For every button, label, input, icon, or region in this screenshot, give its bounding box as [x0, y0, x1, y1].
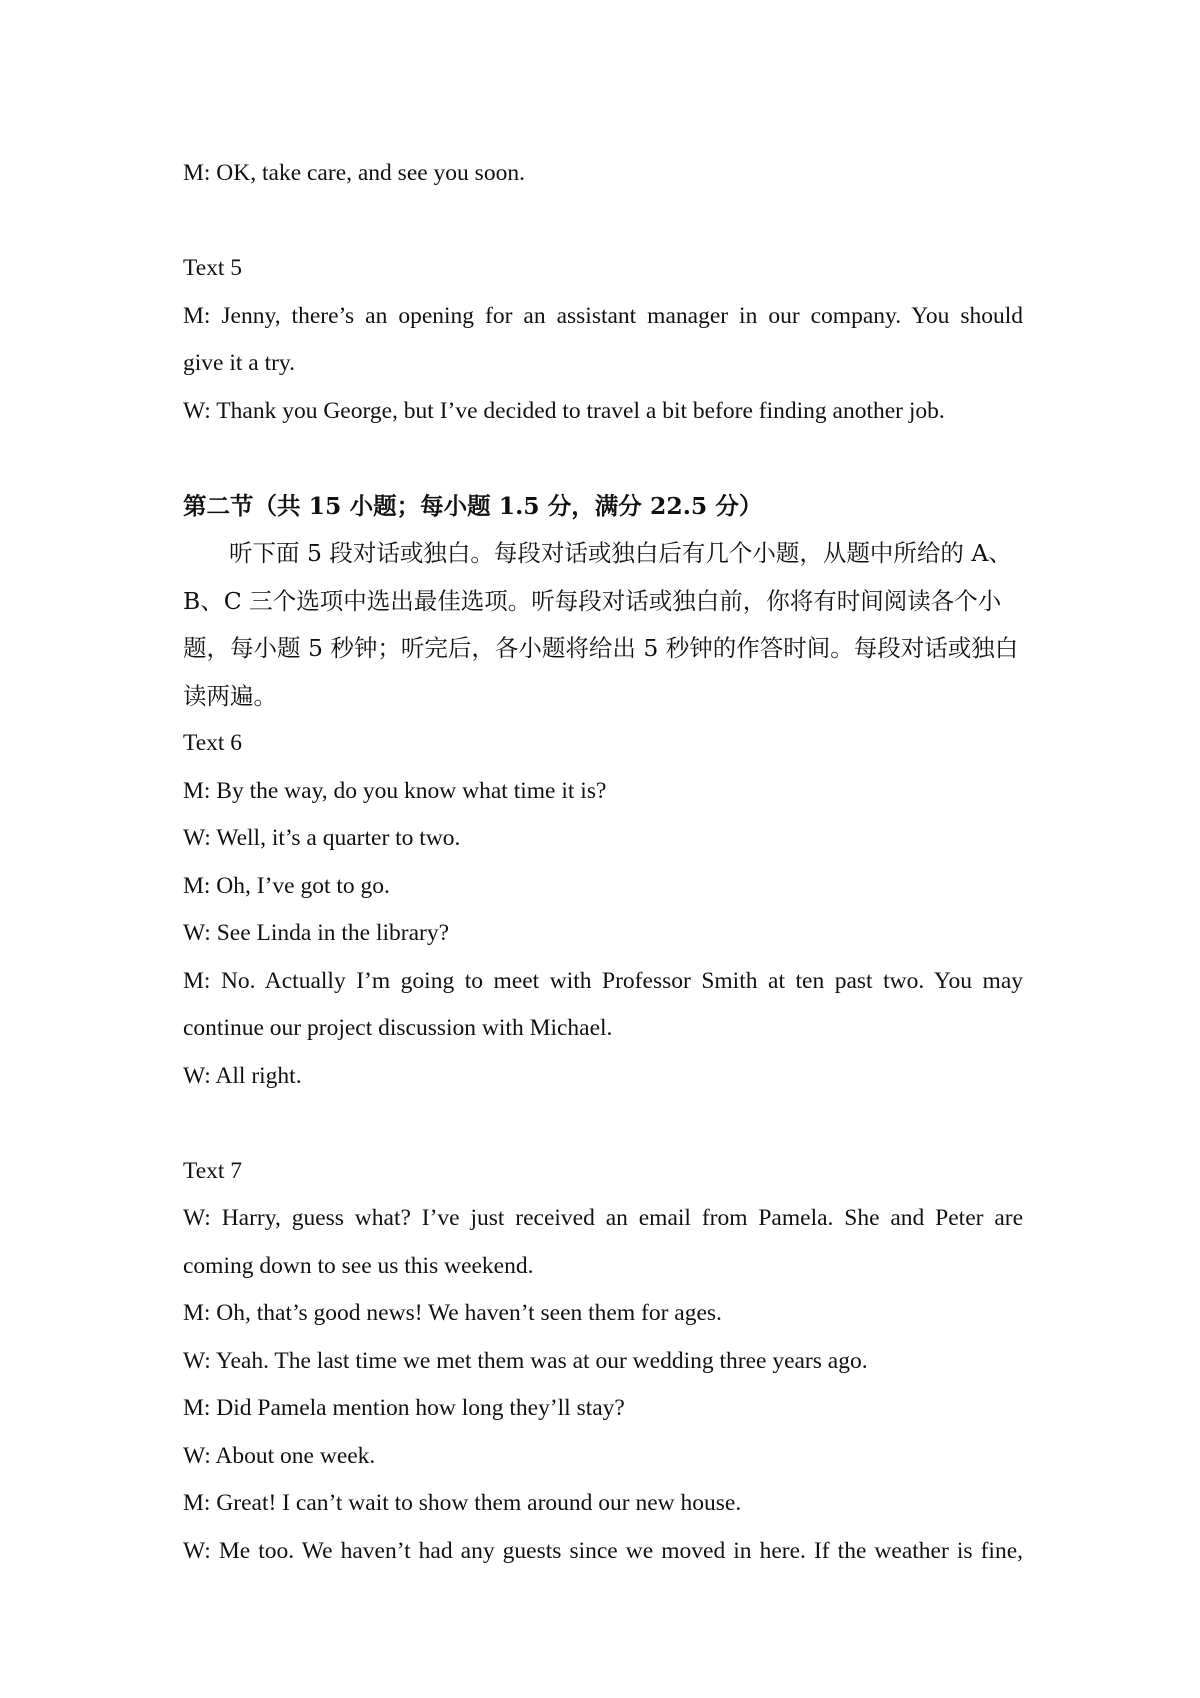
- dialogue-line: M: Did Pamela mention how long they’ll stay?: [183, 1395, 625, 1421]
- dialogue-line: continue our project discussion with Michael.: [183, 1015, 613, 1041]
- dialogue-line: W: Well, it’s a quarter to two.: [183, 825, 461, 851]
- dialogue-line: W: Me too. We haven’t had any guests since we moved in here. If the weather is fine,: [183, 1537, 1023, 1564]
- dialogue-line: W: Harry, guess what? I’ve just received an email from Pamela. She and Peter are: [183, 1205, 1023, 1231]
- dialogue-line: W: Thank you George, but I’ve decided to travel a bit before finding another job.: [183, 397, 945, 424]
- dialogue-line: W: See Linda in the library?: [183, 920, 450, 946]
- spacer: [183, 1100, 1023, 1148]
- text-7-title: Text 7: [183, 1157, 243, 1184]
- instruction-line: 读两遍。: [183, 681, 277, 710]
- dialogue-line: W: About one week.: [183, 1442, 376, 1469]
- dialogue-line: M: Great! I can’t wait to show them around our new house.: [183, 1490, 742, 1516]
- dialogue-line: W: Yeah. The last time we met them was at our wedding three years ago.: [183, 1347, 868, 1374]
- dialogue-line: M: Jenny, there’s an opening for an assistant manager in our company. You should: [183, 302, 1023, 329]
- document-body: [183, 150, 1023, 1575]
- dialogue-line: M: Oh, I’ve got to go.: [183, 872, 390, 899]
- dialogue-line: M: No. Actually I’m going to meet with Professor Smith at ten past two. You may: [183, 967, 1023, 994]
- instruction-line: 题，每小题 5 秒钟；听完后，各小题将给出 5 秒钟的作答时间。每段对话或独白: [183, 634, 1019, 662]
- dialogue-line: give it a try.: [183, 350, 296, 376]
- spacer: [183, 198, 1023, 246]
- instruction-line: 听下面 5 段对话或独白。每段对话或独白后有几个小题，从题中所给的 A、: [229, 539, 1012, 567]
- dialogue-line: M: Oh, that’s good news! We haven’t seen them for ages.: [183, 1300, 722, 1326]
- text-5-title: Text 5: [183, 255, 243, 281]
- text-6-title: Text 6: [183, 730, 243, 756]
- spacer: [183, 435, 1023, 483]
- instruction-line: B、C 三个选项中选出最佳选项。听每段对话或独白前，你将有时间阅读各个小: [183, 586, 1002, 615]
- dialogue-line: M: By the way, do you know what time it is?: [183, 777, 607, 804]
- dialogue-line: M: OK, take care, and see you soon.: [183, 160, 525, 186]
- section-2-heading: 第二节（共 15 小题；每小题 1.5 分，满分 22.5 分）: [183, 491, 763, 520]
- dialogue-line: coming down to see us this weekend.: [183, 1252, 534, 1279]
- dialogue-line: W: All right.: [183, 1062, 302, 1089]
